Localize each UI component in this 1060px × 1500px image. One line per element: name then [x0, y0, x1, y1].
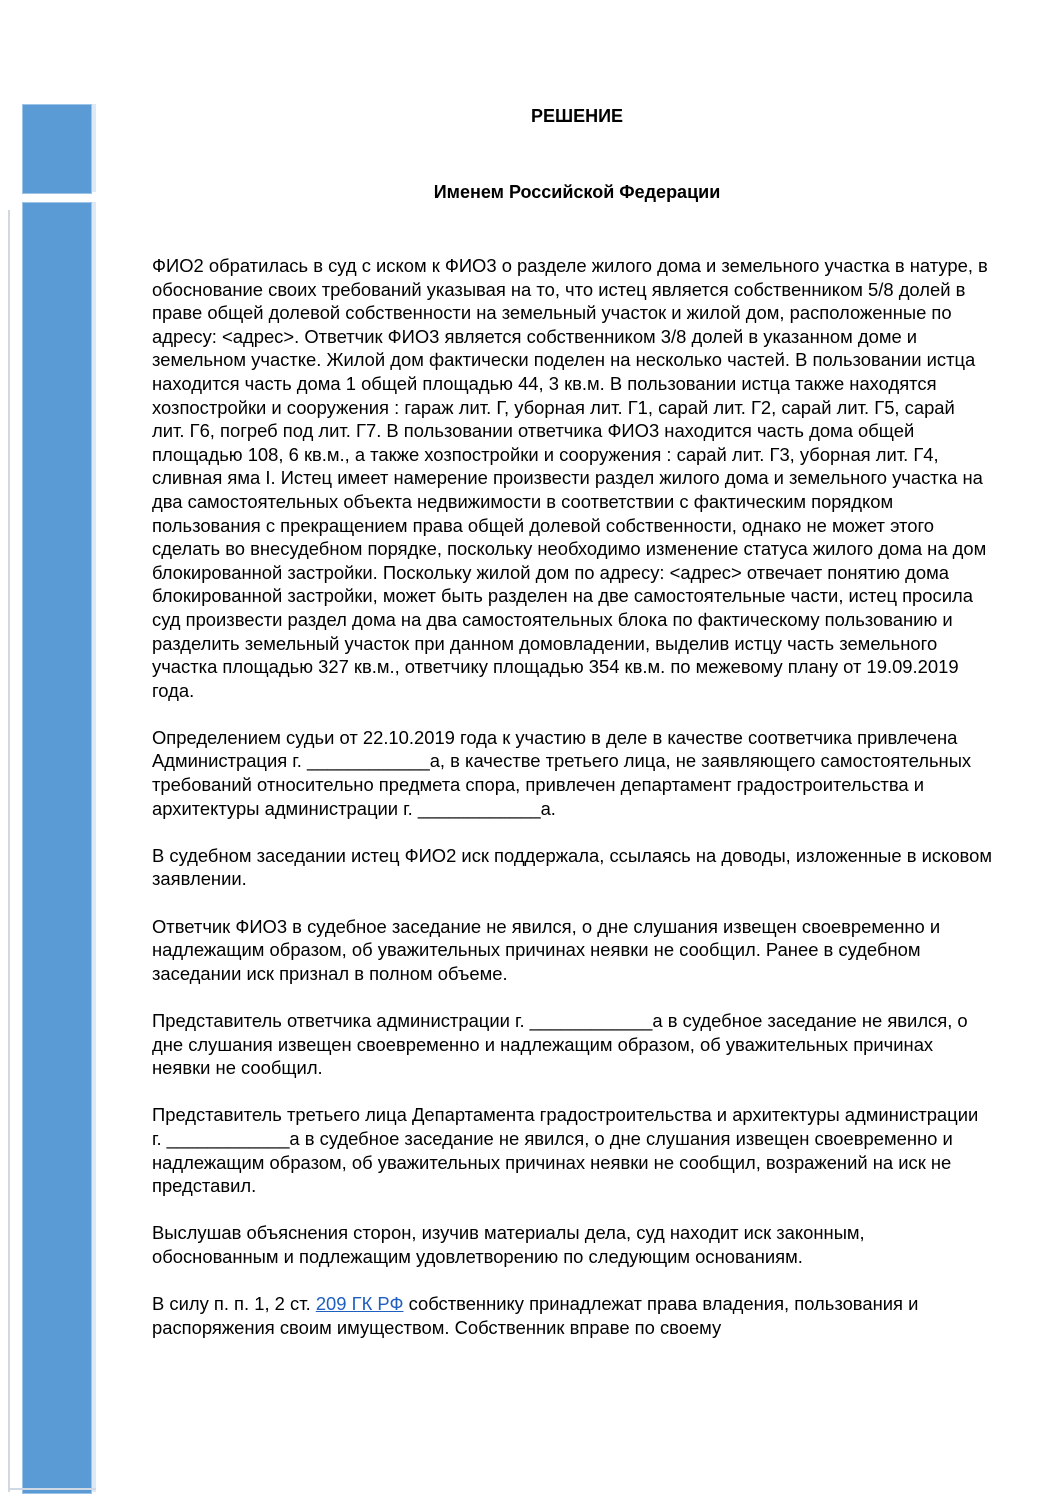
decorative-sidebar-bottom-line	[8, 1488, 96, 1490]
law-text-before: В силу п. п. 1, 2 ст.	[152, 1293, 316, 1315]
paragraph-court-finding: Выслушав объяснения сторон, изучив материалы дела, суд находит иск законным, обоснованным и подлежащим удовлетворению по следующим основаниям.	[152, 1222, 865, 1267]
paragraph-law-reference	[152, 1292, 992, 1339]
decorative-sidebar-top-edge	[92, 104, 96, 192]
law-article-link[interactable]: 209 ГК РФ	[315, 1293, 404, 1315]
paragraph-defendant: Ответчик ФИО3 в судебное заседание не явился, о дне слушания извещен своевременно и надлежащим образом, об уважительных причинах неявки не сообщил. Ранее в судебном заседании иск признал в полном объеме.	[152, 915, 941, 984]
decorative-sidebar-main-edge	[92, 202, 96, 1492]
paragraph-administration: Представитель ответчика администрации г. ____________а в судебное заседание не явился, о дне слушания извещен своевременно и надлежащим образом, об уважительных причинах неявки не сообщил.	[152, 1010, 968, 1079]
paragraph-third-party: Представитель третьего лица Департамента градостроительства и архитектуры администрации г. ____________а в судебное заседание не явился, о дне слушания извещен своевременно и надлежащим образом, об уважительных причинах неявки не сообщил, возражений на иск не представил.	[152, 1104, 979, 1197]
law-text-after: собственнику принадлежат права владения, пользования и распоряжения своим имуществом. Собственник вправе по своему	[152, 1293, 919, 1338]
decorative-sidebar-main-block	[22, 202, 92, 1494]
paragraph-ruling: Определением судьи от 22.10.2019 года к участию в деле в качестве соответчика привлечена Администрация г. ____________а, в качестве третьего лица, не заявляющего самостоятельных требований относительно предмета спора, привлечен департамент градостроительства и архитектуры администрации г. ____________а.	[152, 726, 972, 819]
paragraph-claim: ФИО2 обратилась в суд с иском к ФИО3 о разделе жилого дома и земельного участка в натуре, в обоснование своих требований указывая на то, что истец является собственником 5/8 долей в праве общей долевой собственности на земельный участок и жилой дом, расположенные по адресу: <адрес>. Ответчик ФИО3 является собственником 3/8 долей в указанном доме и земельном участке. Жилой дом фактически поделен на несколько частей. В пользовании истца находится часть дома 1 общей площадью 44, 3 кв.м. В пользовании истца также находятся хозпостройки и сооружения : гараж лит. Г, уборная лит. Г1, сарай лит. Г2, сарай лит. Г5, сарай лит. Г6, погреб под лит. Г7. В пользовании ответчика ФИО3 находится часть дома общей площадью 108, 6 кв.м., а также хозпостройки и сооружения : сарай лит. Г3, уборная лит. Г4, сливная яма I. Истец имеет намерение произвести раздел жилого дома и земельного участка на два самостоятельных объекта недвижимости в соответствии с фактическим порядком пользования с прекращением права общей долевой собственности, однако не может этого сделать во внесудебном порядке, поскольку необходимо изменение статуса жилого дома на дом блокированной застройки. Поскольку жилой дом по адресу: <адрес> отвечает понятию дома блокированной застройки, может быть разделен на две самостоятельные части, истец просила суд произвести раздел дома на два самостоятельных блока по фактическому пользованию и разделить земельный участок при данном домовладении, выделив истцу часть земельного участка площадью 327 кв.м., ответчику площадью 354 кв.м. по межевому плану от 19.09.2019 года.	[152, 255, 988, 701]
document-subtitle: Именем Российской Федерации	[433, 182, 721, 202]
document-body	[152, 104, 992, 1339]
paragraph-plaintiff: В судебном заседании истец ФИО2 иск поддержала, ссылаясь на доводы, изложенные в исковом заявлении.	[152, 844, 992, 890]
decorative-sidebar-top-block	[22, 104, 92, 194]
decorative-sidebar-outline	[8, 210, 10, 1492]
document-title: РЕШЕНИЕ	[530, 106, 624, 126]
